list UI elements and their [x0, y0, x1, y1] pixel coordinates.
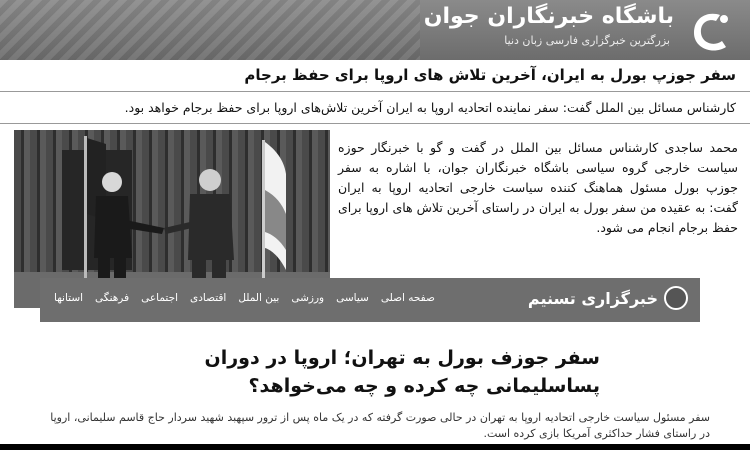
menu-item-politics[interactable]: سیاسی — [336, 292, 369, 304]
article-body: محمد ساجدی کارشناس مسائل بین الملل در گفت و گو با خبرنگار حوزه سیاست خارجی گروه سیاسی باشگاه خبرنگاران جوان، با اشاره به سفر جوزپ بورل مسئول هماهنگ کننده سیاست خارجی اتحادیه اروپا به ایران گفت: به عقیده من سفر بورل به ایران در راستای آخرین تلاش های اروپا برای حفظ برجام انجام می شود. — [338, 140, 738, 235]
divider — [0, 123, 750, 124]
tasnim-logo[interactable] — [528, 286, 688, 310]
menu-item-economy[interactable]: اقتصادی — [190, 292, 227, 304]
divider — [0, 91, 750, 92]
site-title[interactable]: باشگاه خبرنگاران جوان — [423, 4, 674, 29]
tasnim-emblem-icon — [664, 286, 688, 310]
article-summary: کارشناس مسائل بین الملل گفت: سفر نماینده اتحادیه اروپا به ایران آخرین تلاش‌های اروپا برای حفظ برجام خواهد بود. — [124, 100, 736, 115]
menu-item-international[interactable]: بین الملل — [238, 292, 280, 304]
tasnim-logo-text: خبرگزاری تسنیم — [527, 288, 658, 308]
header-pattern — [0, 0, 420, 60]
tasnim-menu — [54, 292, 435, 304]
menu-item-culture[interactable]: فرهنگی — [95, 292, 130, 304]
menu-item-sports[interactable]: ورزشی — [291, 292, 325, 304]
tasnim-body: سفر مسئول سیاست خارجی اتحادیه اروپا به تهران در حالی صورت گرفته که در یک ماه پس از ترور سپهبد شهید سردار حاج قاسم سلیمانی، اروپا در راستای فشار حداکثری آمریکا بازی کرده است. — [50, 411, 710, 440]
tasnim-headline[interactable]: سفر جوزف بورل به تهران؛ اروپا در دوران پساسلیمانی چه کرده و چه می‌خواهد؟ — [204, 347, 600, 397]
site-header — [0, 0, 750, 60]
menu-item-provinces[interactable]: استانها — [54, 292, 84, 304]
menu-item-social[interactable]: اجتماعی — [141, 292, 178, 304]
menu-item-home[interactable]: صفحه اصلی — [380, 292, 435, 304]
site-tagline: بزرگترین خبرگزاری فارسی زبان دنیا — [504, 34, 670, 47]
article-headline[interactable]: سفر جوزپ بورل به ایران، آخرین تلاش های اروپا برای حفظ برجام — [244, 66, 736, 84]
site-logo-icon[interactable] — [686, 5, 736, 55]
bottom-edge — [0, 444, 750, 450]
tasnim-navbar — [40, 278, 700, 322]
